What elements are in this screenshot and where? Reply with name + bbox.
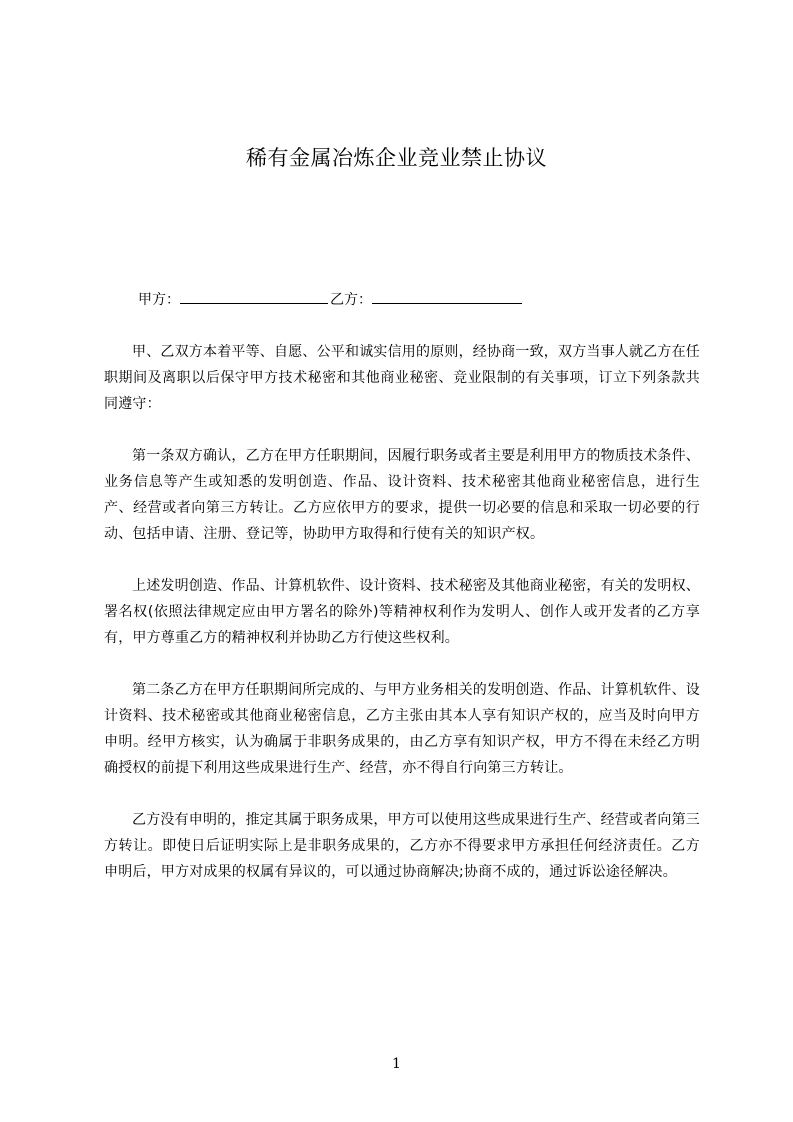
parties-line bbox=[138, 288, 522, 312]
paragraph-article-1: 第一条双方确认，乙方在甲方任职期间，因履行职务或者主要是利用甲方的物质技术条件、业务信息等产生或知悉的发明创造、作品、设计资料、技术秘密其他商业秘密信息，进行生产、经营或者向第三方转让。乙方应依甲方的要求，提供一切必要的信息和采取一切必要的行动、包括申请、注册、登记等，协助甲方取得和行使有关的知识产权。 bbox=[104, 448, 700, 542]
party-b-label: 乙方： bbox=[330, 292, 372, 308]
party-a-label: 甲方： bbox=[138, 292, 180, 308]
paragraph-article-2: 第二条乙方在甲方任职期间所完成的、与甲方业务相关的发明创造、作品、计算机软件、设计资料、技术秘密或其他商业秘密信息，乙方主张由其本人享有知识产权的，应当及时向甲方申明。经甲方核实，认为确属于非职务成果的，由乙方享有知识产权，甲方不得在未经乙方明确授权的前提下利用这些成果进行生产、经营，亦不得自行向第三方转让。 bbox=[104, 682, 700, 776]
document-title: 稀有金属冶炼企业竞业禁止协议 bbox=[246, 146, 547, 170]
page-number: 1 bbox=[392, 1056, 401, 1072]
paragraph-article-1-rights: 上述发明创造、作品、计算机软件、设计资料、技术秘密及其他商业秘密，有关的发明权、署名权(依照法律规定应由甲方署名的除外)等精神权利作为发明人、创作人或开发者的乙方享有，甲方尊重乙方的精神权利并协助乙方行使这些权利。 bbox=[104, 578, 700, 646]
paragraph-preamble: 甲、乙双方本着平等、自愿、公平和诚实信用的原则，经协商一致，双方当事人就乙方在任职期间及离职以后保守甲方技术秘密和其他商业秘密、竞业限制的有关事项，订立下列条款共同遵守： bbox=[104, 344, 700, 412]
paragraph-article-2-undeclared: 乙方没有申明的，推定其属于职务成果，甲方可以使用这些成果进行生产、经营或者向第三方转让。即使日后证明实际上是非职务成果的，乙方亦不得要求甲方承担任何经济责任。乙方申明后，甲方对成果的权属有异议的，可以通过协商解决;协商不成的，通过诉讼途径解决。 bbox=[104, 812, 700, 880]
party-a-blank bbox=[180, 288, 328, 304]
document-body bbox=[104, 339, 700, 911]
party-b-blank bbox=[372, 288, 522, 304]
